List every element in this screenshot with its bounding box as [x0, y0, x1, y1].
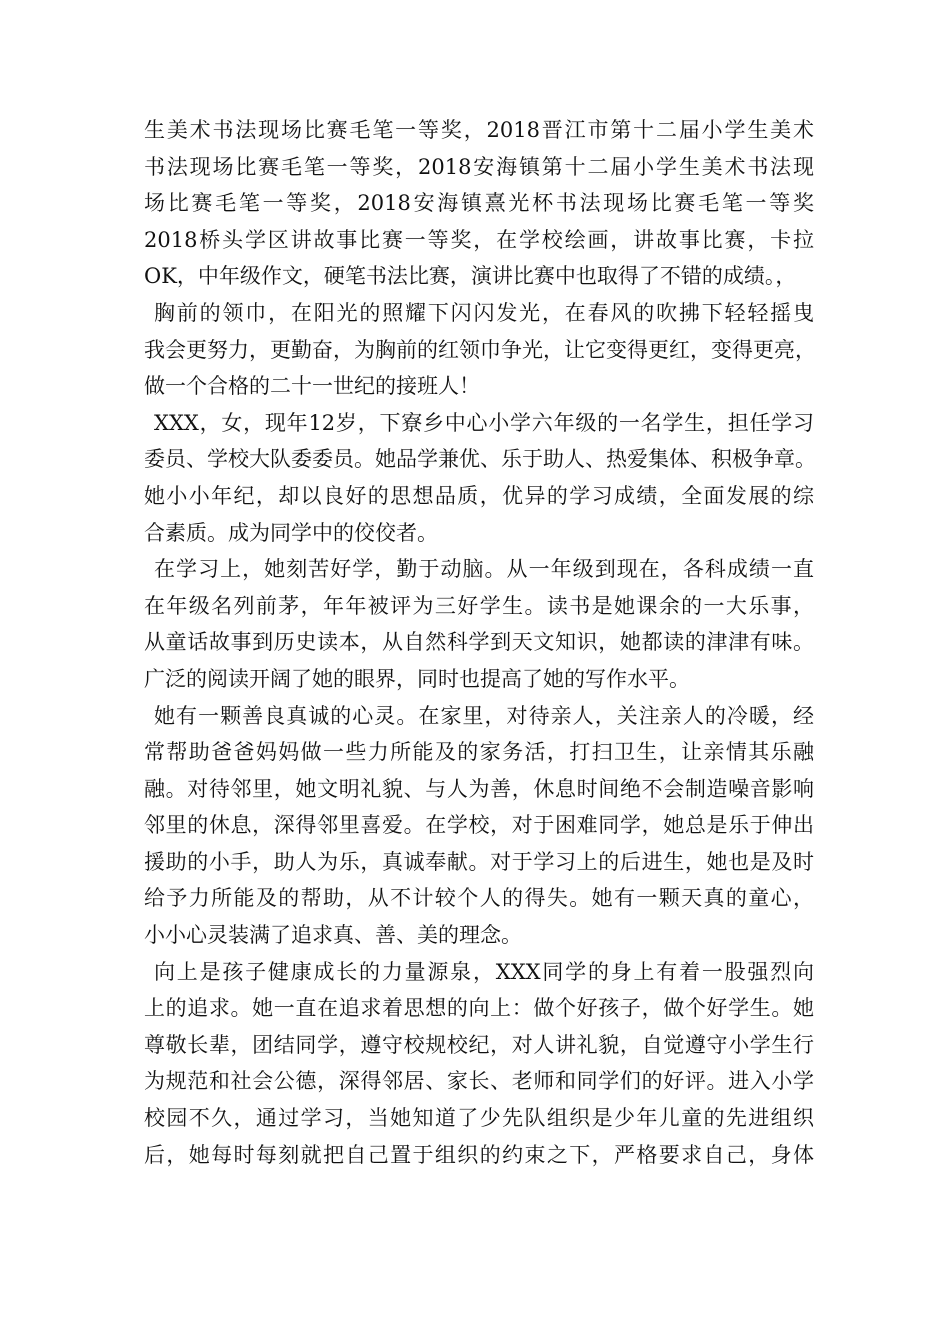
- text-line: XXX，女，现年12岁，下寮乡中心小学六年级的一名学生，担任学习: [154, 410, 814, 435]
- text-line: 胸前的领巾，在阳光的照耀下闪闪发光，在春风的吹拂下轻轻摇曳: [154, 300, 814, 325]
- text-line: OK，中年级作文，硬笔书法比赛，演讲比赛中也取得了不错的成绩。，: [144, 264, 797, 289]
- text-line: 融。对待邻里，她文明礼貌、与人为善，休息时间绝不会制造噪音影响: [144, 776, 814, 801]
- text-line: 2018桥头学区讲故事比赛一等奖，在学校绘画，讲故事比赛，卡拉: [144, 227, 814, 252]
- text-line: 从童话故事到历史读本，从自然科学到天文知识，她都读的津津有味。: [144, 630, 814, 655]
- text-line: 向上是孩子健康成长的力量源泉，XXX同学的身上有着一股强烈向: [154, 959, 814, 984]
- text-line: 广泛的阅读开阔了她的眼界，同时也提高了她的写作水平。: [144, 666, 690, 691]
- text-line: 委员、学校大队委委员。她品学兼优、乐于助人、热爱集体、积极争章。: [144, 447, 816, 472]
- text-line: 小小心灵装满了追求真、善、美的理念。: [144, 923, 522, 948]
- text-line: 在年级名列前茅，年年被评为三好学生。读书是她课余的一大乐事，: [144, 593, 814, 618]
- text-line: 校园不久，通过学习，当她知道了少先队组织是少年儿童的先进组织: [144, 1106, 814, 1131]
- text-line: 她小小年纪，却以良好的思想品质，优异的学习成绩，全面发展的综: [144, 483, 814, 508]
- text-line: 尊敬长辈，团结同学，遵守校规校纪，对人讲礼貌，自觉遵守小学生行: [144, 1032, 814, 1057]
- text-line: 她有一颗善良真诚的心灵。在家里，对待亲人，关注亲人的冷暖，经: [154, 703, 814, 728]
- text-line: 为规范和社会公德，深得邻居、家长、老师和同学们的好评。进入小学: [144, 1069, 814, 1094]
- document-body: [144, 112, 814, 1173]
- text-line: 合素质。成为同学中的佼佼者。: [144, 520, 438, 545]
- text-line: 后，她每时每刻就把自己置于组织的约束之下，严格要求自己，身体: [144, 1142, 814, 1167]
- text-line: 邻里的休息，深得邻里喜爱。在学校，对于困难同学，她总是乐于伸出: [144, 813, 814, 838]
- text-line: 援助的小手，助人为乐，真诚奉献。对于学习上的后进生，她也是及时: [144, 849, 814, 874]
- text-line: 生美术书法现场比赛毛笔一等奖，2018晋江市第十二届小学生美术: [144, 118, 814, 142]
- text-line: 在学习上，她刻苦好学，勤于动脑。从一年级到现在，各科成绩一直: [154, 557, 814, 582]
- text-line: 场比赛毛笔一等奖，2018安海镇熹光杯书法现场比赛毛笔一等奖: [144, 191, 814, 216]
- text-line: 做一个合格的二十一世纪的接班人！: [144, 374, 480, 399]
- text-line: 书法现场比赛毛笔一等奖，2018安海镇第十二届小学生美术书法现: [144, 154, 814, 179]
- text-line: 我会更努力，更勤奋，为胸前的红领巾争光，让它变得更红，变得更亮，: [144, 337, 816, 362]
- text-line: 常帮助爸爸妈妈做一些力所能及的家务活，打扫卫生，让亲情其乐融: [144, 740, 814, 765]
- text-line: 给予力所能及的帮助，从不计较个人的得失。她有一颗天真的童心，: [144, 886, 814, 911]
- text-line: 上的追求。她一直在追求着思想的向上：做个好孩子，做个好学生。她: [144, 996, 814, 1021]
